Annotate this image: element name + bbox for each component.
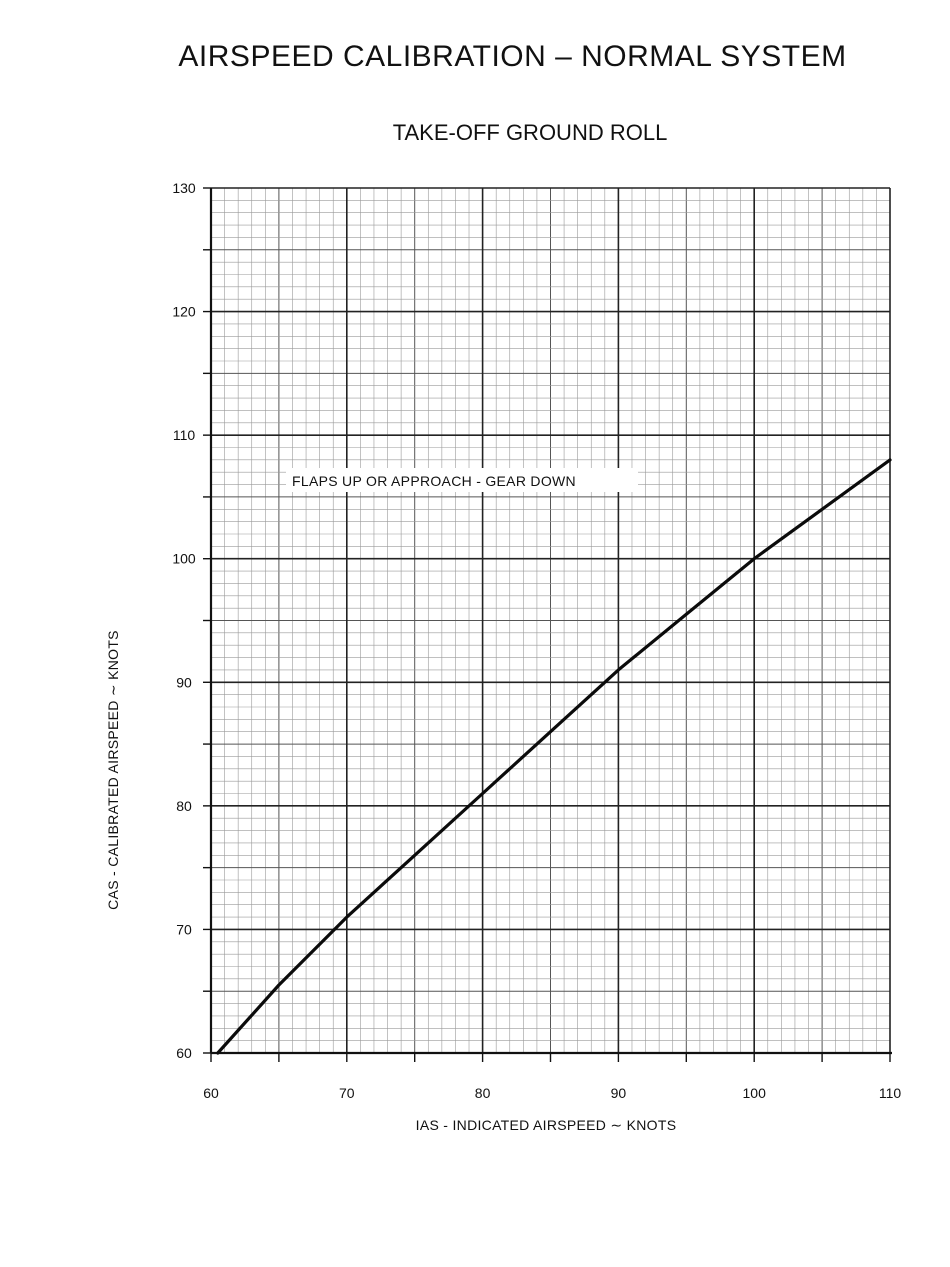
y-axis-label: CAS - CALIBRATED AIRSPEED ∼ KNOTS — [105, 630, 121, 910]
y-tick-label: 120 — [172, 303, 196, 320]
y-tick-label: 130 — [172, 180, 196, 196]
chart-title: AIRSPEED CALIBRATION – NORMAL SYSTEM — [178, 40, 847, 73]
y-tick-label: 70 — [176, 921, 192, 938]
y-tick-label: 100 — [172, 550, 196, 567]
x-tick-label: 70 — [339, 1085, 355, 1101]
x-tick-label: 60 — [203, 1085, 219, 1101]
chart-subtitle: TAKE-OFF GROUND ROLL — [392, 120, 668, 145]
x-tick-label: 100 — [742, 1085, 766, 1101]
x-tick-label: 80 — [474, 1085, 491, 1101]
x-tick-label: 90 — [610, 1085, 627, 1101]
x-axis-label: IAS - INDICATED AIRSPEED ∼ KNOTS — [415, 1117, 677, 1133]
y-tick-label: 80 — [176, 797, 192, 814]
grid-minor — [211, 188, 890, 1053]
annotation-flaps: FLAPS UP OR APPROACH - GEAR DOWN — [292, 473, 576, 489]
y-tick-label: 110 — [172, 427, 196, 444]
y-tick-label: 90 — [176, 674, 192, 691]
y-tick-label: 60 — [176, 1045, 192, 1061]
x-tick-label: 110 — [878, 1085, 902, 1101]
